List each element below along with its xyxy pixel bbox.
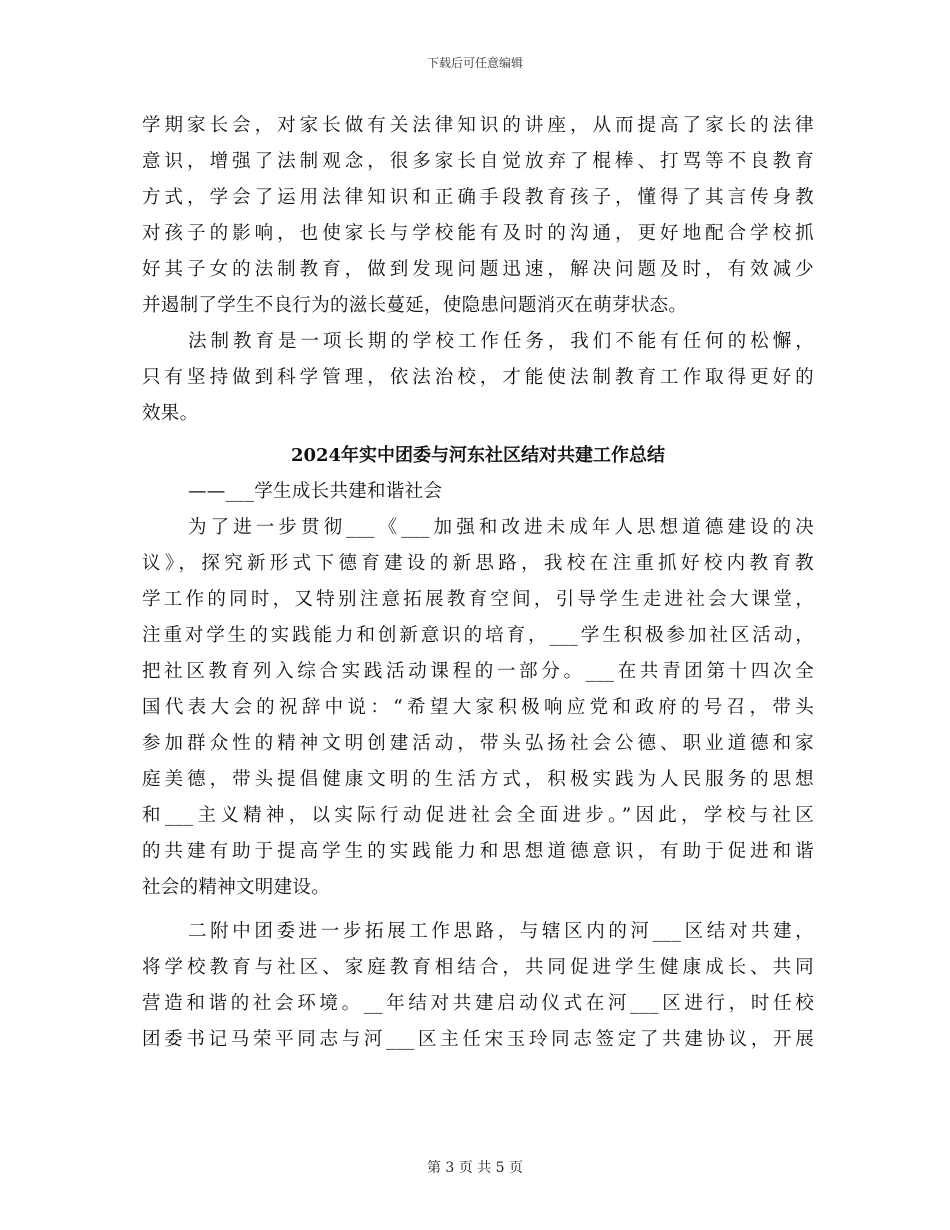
text-line: 营造和谐的社会环境。__年结对共建启动仪式在河___区进行，时任校 <box>142 993 814 1014</box>
document-body <box>142 108 814 1058</box>
text-line: 法制教育是一项长期的学校工作任务，我们不能有任何的松懈， <box>188 331 814 352</box>
text-line: 并遏制了学生不良行为的滋长蔓延，使隐患问题消灭在萌芽状态。 <box>142 295 688 316</box>
text-line: 只有坚持做到科学管理，依法治校，才能使法制教育工作取得更好的 <box>142 367 814 388</box>
text-line: 把社区教育列入综合实践活动课程的一部分。___在共青团第十四次全 <box>142 661 814 682</box>
text-line: 方式，学会了运用法律知识和正确手段教育孩子，懂得了其言传身教 <box>142 187 814 208</box>
paragraph <box>142 108 814 324</box>
text-line: 对孩子的影响，也使家长与学校能有及时的沟通，更好地配合学校抓 <box>142 223 814 244</box>
text-line: 国代表大会的祝辞中说：“希望大家积极响应党和政府的号召，带头 <box>142 697 814 718</box>
text-line: 二附中团委进一步拓展工作思路，与辖区内的河___区结对共建， <box>188 921 814 942</box>
text-line: 团委书记马荣平同志与河___区主任宋玉玲同志签定了共建协议，开展 <box>142 1029 814 1050</box>
text-line: 好其子女的法制教育，做到发现问题迅速，解决问题及时，有效减少 <box>142 259 814 280</box>
text-line: 学期家长会，对家长做有关法律知识的讲座，从而提高了家长的法律 <box>142 115 814 136</box>
text-line: 的共建有助于提高学生的实践能力和思想道德意识，有助于促进和谐 <box>142 841 814 862</box>
text-line: 注重对学生的实践能力和创新意识的培育，___学生积极参加社区活动， <box>142 625 814 646</box>
text-line: 庭美德，带头提倡健康文明的生活方式，积极实践为人民服务的思想 <box>142 769 814 790</box>
section-title: 2024年实中团委与河东社区结对共建工作总结 <box>290 445 666 466</box>
text-line: 和___主义精神，以实际行动促进社会全面进步。”因此，学校与社区 <box>142 805 814 826</box>
text-line: 意识，增强了法制观念，很多家长自觉放弃了棍棒、打骂等不良教育 <box>142 151 814 172</box>
paragraph <box>142 510 814 906</box>
text-line: 社会的精神文明建设。 <box>142 877 331 898</box>
text-line: 将学校教育与社区、家庭教育相结合，共同促进学生健康成长、共同 <box>142 957 814 978</box>
paragraph-gap <box>142 906 814 914</box>
text-line: 学工作的同时，又特别注意拓展教育空间，引导学生走进社会大课堂， <box>142 589 814 610</box>
text-line: 为了进一步贯彻___《___加强和改进未成年人思想道德建设的决 <box>188 517 814 538</box>
paragraph <box>142 324 814 432</box>
text-line: 议》，探究新形式下德育建设的新思路，我校在注重抓好校内教育教 <box>142 553 814 574</box>
section-subtitle: ——___学生成长共建和谐社会 <box>188 481 443 502</box>
page-number: 第 3 页 共 5 页 <box>426 1160 524 1176</box>
text-line: 参加群众性的精神文明创建活动，带头弘扬社会公德、职业道德和家 <box>142 733 814 754</box>
paragraph <box>142 914 814 1058</box>
text-line: 效果。 <box>142 403 199 424</box>
header-note: 下载后可任意编辑 <box>426 56 523 70</box>
